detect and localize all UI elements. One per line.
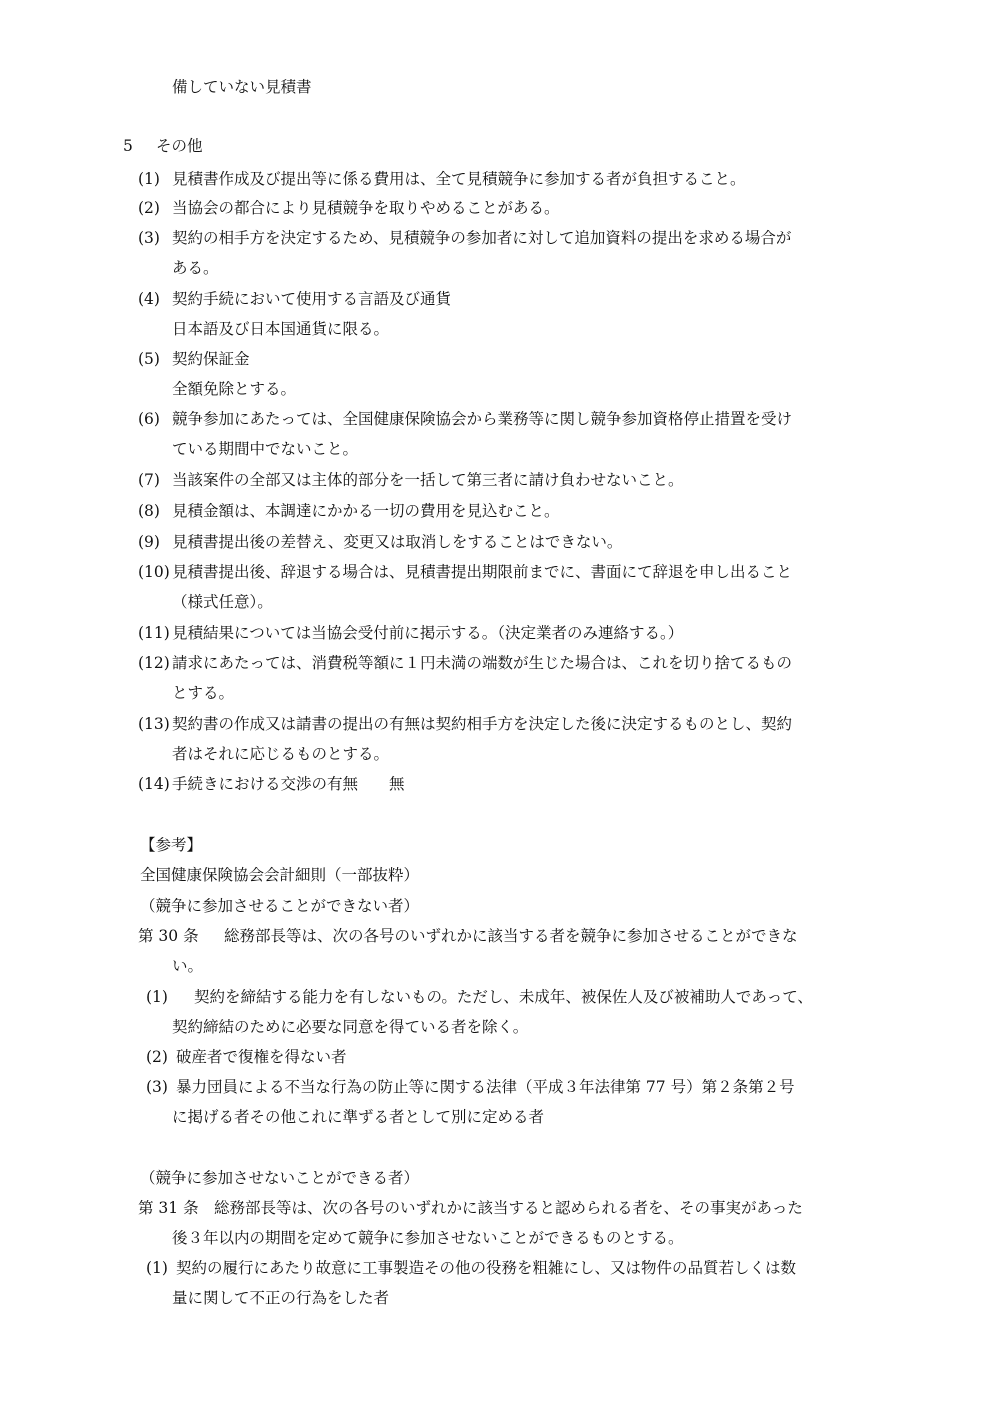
- item-continuation: に掲げる者その他これに準ずる者として別に定める者: [172, 1108, 545, 1126]
- item-continuation: 日本語及び日本国通貨に限る。: [172, 320, 390, 338]
- item-text: 競争参加にあたっては、全国健康保険協会から業務等に関し競争参加資格停止措置を受け: [172, 410, 793, 428]
- item-text: 当協会の都合により見積競争を取りやめることがある。: [172, 199, 560, 217]
- item-text: 見積書作成及び提出等に係る費用は、全て見積競争に参加する者が負担すること。: [172, 170, 746, 188]
- item-text: 契約の相手方を決定するため、見積競争の参加者に対して追加資料の提出を求める場合が: [172, 229, 792, 247]
- item-number: (14): [138, 775, 170, 793]
- item-text: 見積書提出後の差替え、変更又は取消しをすることはできない。: [172, 533, 623, 551]
- article-label: 第 31 条: [138, 1199, 199, 1217]
- article-30-caption: （競争に参加させることができない者）: [140, 897, 420, 915]
- item-number: (8): [138, 502, 160, 520]
- item-text: 請求にあたっては、消費税等額に１円未満の端数が生じた場合は、これを切り捨てるもの: [172, 654, 793, 672]
- item-text: 契約保証金: [172, 350, 250, 368]
- item-number: (1): [138, 170, 160, 188]
- item-continuation: 者はそれに応じるものとする。: [172, 745, 390, 763]
- article-continuation: 後３年以内の期間を定めて競争に参加させないことができるものとする。: [172, 1229, 684, 1247]
- item-text: 契約書の作成又は請書の提出の有無は契約相手方を決定した後に決定するものとし、契約: [172, 715, 793, 733]
- item-text: 契約の履行にあたり故意に工事製造その他の役務を粗雑にし、又は物件の品質若しくは数: [176, 1259, 797, 1277]
- item-continuation: ている期間中でないこと。: [172, 440, 359, 458]
- section-number: 5: [123, 137, 133, 155]
- item-continuation: （様式任意）。: [172, 593, 273, 611]
- item-text: 契約を締結する能力を有しないもの。ただし、未成年、被保佐人及び被補助人であって、: [194, 988, 813, 1006]
- item-continuation: ある。: [172, 259, 219, 277]
- item-continuation: 量に関して不正の行為をした者: [172, 1289, 390, 1307]
- item-continuation: 全額免除とする。: [172, 380, 297, 398]
- item-number: (2): [146, 1048, 168, 1066]
- item-text: 暴力団員による不当な行為の防止等に関する法律（平成３年法律第 77 号）第２条第２号: [176, 1078, 795, 1096]
- article-text: 総務部長等は、次の各号のいずれかに該当する者を競争に参加させることができな: [224, 927, 798, 945]
- article-text: 総務部長等は、次の各号のいずれかに該当すると認められる者を、その事実があった: [214, 1199, 803, 1217]
- item-text: 見積結果については当協会受付前に掲示する。（決定業者のみ連絡する。）: [172, 624, 684, 642]
- item-number: (6): [138, 410, 160, 428]
- reference-source: 全国健康保険協会会計細則（一部抜粋）: [140, 866, 420, 884]
- item-text: 見積金額は、本調達にかかる一切の費用を見込むこと。: [172, 502, 560, 520]
- item-text: 当該案件の全部又は主体的部分を一括して第三者に請け負わせないこと。: [172, 471, 684, 489]
- item-continuation: とする。: [172, 684, 235, 702]
- item-number: (12): [138, 654, 170, 672]
- item-number: (5): [138, 350, 160, 368]
- item-number: (10): [138, 563, 170, 581]
- item-number: (4): [138, 290, 160, 308]
- item-number: (9): [138, 533, 160, 551]
- item-text: 手続きにおける交渉の有無 無: [172, 775, 405, 793]
- item-number: (13): [138, 715, 170, 733]
- item-number: (3): [146, 1078, 168, 1096]
- item-text: 見積書提出後、辞退する場合は、見積書提出期限前までに、書面にて辞退を申し出ること: [172, 563, 793, 581]
- article-31-caption: （競争に参加させないことができる者）: [140, 1169, 420, 1187]
- item-number: (11): [138, 624, 170, 642]
- item-number: (2): [138, 199, 160, 217]
- item-number: (1): [146, 988, 168, 1006]
- item-text: 契約手続において使用する言語及び通貨: [172, 290, 452, 308]
- item-number: (1): [146, 1259, 168, 1277]
- continuation-text: 備していない見積書: [172, 78, 312, 96]
- article-continuation: い。: [172, 957, 204, 975]
- item-number: (7): [138, 471, 160, 489]
- section-title: その他: [156, 137, 203, 155]
- item-continuation: 契約締結のために必要な同意を得ている者を除く。: [172, 1018, 529, 1036]
- article-label: 第 30 条: [138, 927, 199, 945]
- reference-heading: 【参考】: [140, 836, 203, 854]
- item-text: 破産者で復権を得ない者: [176, 1048, 347, 1066]
- item-number: (3): [138, 229, 160, 247]
